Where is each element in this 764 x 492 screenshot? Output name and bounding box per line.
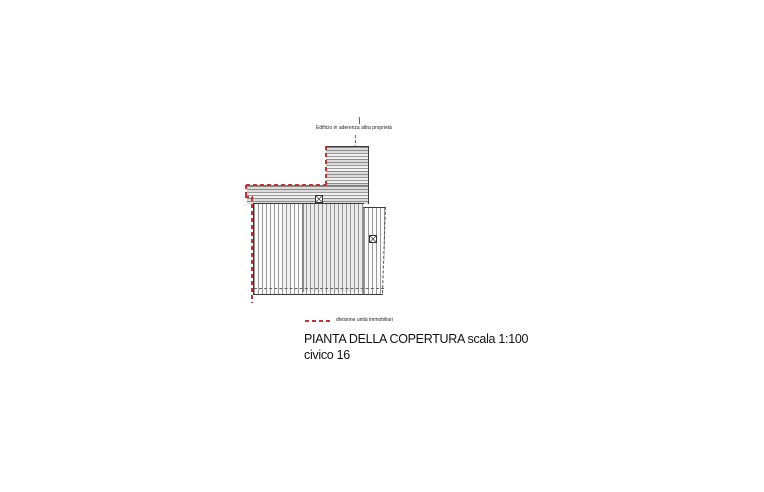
adjacent-building-annotation: Edificio in aderenza altra proprietà xyxy=(316,125,392,131)
roof-shading xyxy=(282,204,291,292)
drawing-title: PIANTA DELLA COPERTURA scala 1:100 xyxy=(304,332,529,346)
chimney-icon xyxy=(369,235,377,243)
division-line xyxy=(325,146,327,185)
chimney-icon xyxy=(315,195,323,203)
legend-dash-sample xyxy=(305,320,332,322)
division-line xyxy=(246,184,326,186)
drawing-subtitle: civico 16 xyxy=(304,348,350,362)
roof-ridge-divider xyxy=(302,204,304,292)
eaves-dashed-line xyxy=(254,288,384,289)
roof-shading xyxy=(304,204,363,292)
legend-label: divisione unità immobiliari xyxy=(336,317,393,323)
roof-band-section xyxy=(247,185,369,204)
x-mark xyxy=(370,236,376,242)
x-mark xyxy=(316,196,322,202)
division-line xyxy=(251,197,253,303)
roof-tower-section xyxy=(326,146,369,186)
annotation-tick xyxy=(359,117,360,124)
